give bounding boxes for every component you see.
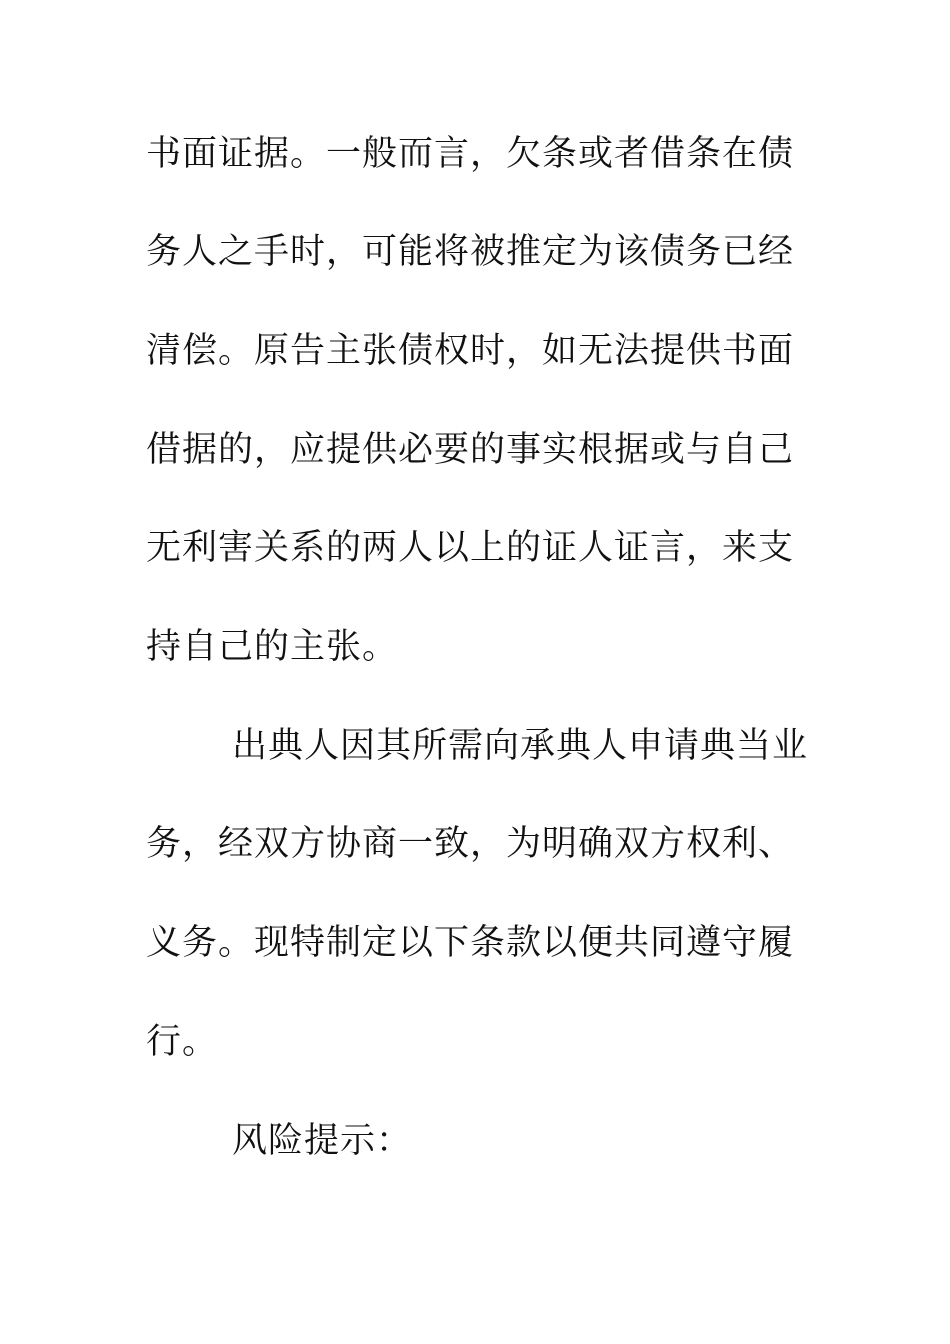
text-line: 出典人因其所需向承典人申请典当业 xyxy=(232,726,809,766)
text-line: 务，经双方协商一致，为明确双方权利、 xyxy=(146,824,795,864)
text-line: 借据的，应提供必要的事实根据或与自己 xyxy=(146,430,795,470)
text-line: 义务。现特制定以下条款以便共同遵守履 xyxy=(146,923,795,963)
text-line: 无利害关系的两人以上的证人证言，来支 xyxy=(146,528,795,568)
text-line: 行。 xyxy=(146,1022,219,1062)
risk-warning-heading: 风险提示： xyxy=(232,1121,413,1161)
text-line: 务人之手时，可能将被推定为该债务已经 xyxy=(146,232,795,272)
text-line: 持自己的主张。 xyxy=(146,627,399,667)
text-line: 清偿。原告主张债权时，如无法提供书面 xyxy=(146,331,795,371)
text-line: 书面证据。一般而言，欠条或者借条在债 xyxy=(146,134,795,174)
